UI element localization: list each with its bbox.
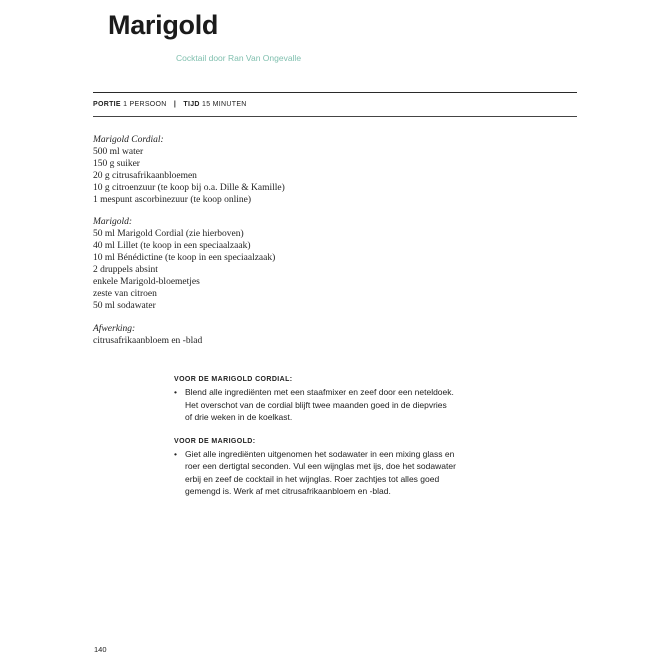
ingredient-line: 150 g suiker (93, 158, 140, 169)
ingredient-line: 2 druppels absint (93, 265, 158, 276)
method-heading: VOOR DE MARIGOLD: (174, 437, 256, 445)
meta-divider (93, 116, 577, 117)
top-divider (93, 92, 577, 93)
portie-value: 1 PERSOON (123, 101, 167, 108)
ingredient-line: 40 ml Lillet (te koop in een speciaalzaak) (93, 241, 251, 252)
ingredient-line: 20 g citrusafrikaanbloemen (93, 170, 197, 181)
method-line: gemengd is. Werk af met citrusafrikaanbloem en -blad. (185, 486, 391, 497)
ingredient-group-heading: Marigold Cordial: (93, 135, 164, 145)
ingredient-group (93, 217, 393, 312)
method-step (174, 448, 504, 498)
ingredient-line: enkele Marigold-bloemetjes (93, 276, 200, 287)
bullet-icon: • (174, 449, 177, 460)
ingredient-line: 50 ml Marigold Cordial (zie hierboven) (93, 229, 244, 240)
ingredient-line: 50 ml sodawater (93, 300, 156, 311)
bullet-icon: • (174, 387, 177, 398)
method-line: Blend alle ingrediënten met een staafmixer en zeef door een neteldoek. (185, 387, 454, 398)
method-line: erbij en zeef de cocktail in het wijnglas. Roer zachtjes tot alles goed (185, 473, 440, 484)
recipe-subtitle: Cocktail door Ran Van Ongevalle (176, 53, 302, 63)
method-line: roer een dertigtal seconden. Vul een wijnglas met ijs, doe het sodawater (185, 461, 456, 472)
ingredient-group-heading: Afwerking: (93, 323, 136, 334)
ingredient-group-heading: Marigold: (93, 217, 133, 228)
ingredient-line: citrusafrikaanbloem en -blad (93, 335, 203, 346)
ingredient-group (93, 135, 393, 206)
method-step (174, 386, 504, 423)
ingredients-list (93, 135, 393, 359)
page-title: Marigold (108, 10, 219, 40)
method-section (174, 374, 504, 510)
tijd-label: TIJD (183, 101, 200, 108)
ingredient-line: zeste van citroen (93, 288, 157, 299)
ingredient-line: 10 ml Bénédictine (te koop in een speciaalzaak) (93, 253, 276, 264)
ingredient-line: 1 mespunt ascorbinezuur (te koop online) (93, 194, 252, 205)
portie-label: PORTIE (93, 101, 121, 108)
ingredient-group (93, 324, 393, 348)
method-line: of drie weken in de koelkast. (185, 412, 293, 423)
ingredient-line: 500 ml water (93, 146, 144, 157)
recipe-meta (93, 101, 247, 108)
method-heading: VOOR DE MARIGOLD CORDIAL: (174, 376, 293, 383)
page-number: 140 (94, 645, 107, 654)
meta-separator: | (173, 101, 177, 108)
method-line: Giet alle ingrediënten uitgenomen het sodawater in een mixing glass en (185, 449, 455, 460)
method-line: Het overschot van de cordial blijft twee maanden goed in de diepvries (185, 399, 447, 410)
tijd-value: 15 MINUTEN (202, 101, 247, 108)
ingredient-line: 10 g citroenzuur (te koop bij o.a. Dille & Kamille) (93, 182, 285, 193)
